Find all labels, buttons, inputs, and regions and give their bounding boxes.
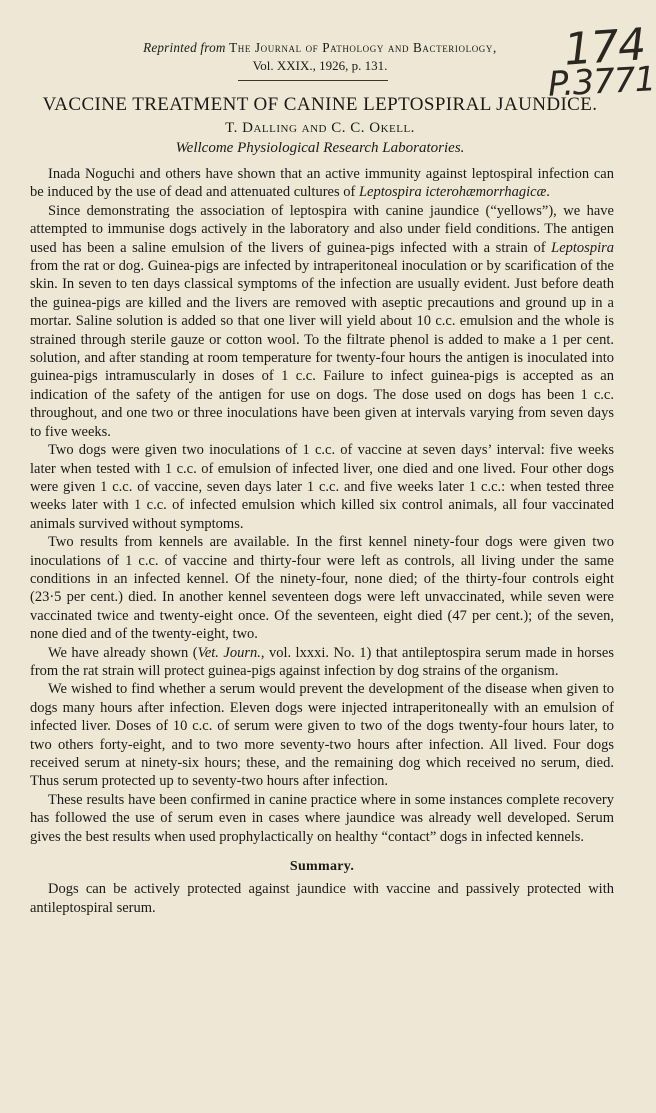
journal-name: The Journal of Pathology and Bacteriology,	[229, 40, 497, 55]
header-rule	[238, 80, 388, 81]
article-body	[30, 165, 614, 917]
volume-info: Vol. XXIX., 1926, p. 131.	[252, 58, 388, 73]
article-title: VACCINE TREATMENT OF CANINE LEPTOSPIRAL JAUNDICE.	[42, 94, 598, 115]
paragraph: These results have been confirmed in canine practice where in some instances complete recovery has followed the use of serum even in cases where jaundice was already well developed. Serum gives the best results when used prophylactically on healthy “contact” dogs in infected kennels.	[30, 791, 614, 845]
paragraph: We have already shown (Vet. Journ., vol. lxxxi. No. 1) that antileptospira serum made in horses from the rat strain will protect guinea-pigs against infection by dog strains of the organism.	[30, 644, 614, 679]
reprint-line	[0, 40, 640, 56]
summary-text: Dogs can be actively protected against jaundice with vaccine and passively protected with antileptospiral serum.	[30, 881, 614, 916]
paragraph: Inada Noguchi and others have shown that an active immunity against leptospiral infection can be induced by the use of dead and attenuated cultures of Leptospira icterohæmorrhagicæ.	[30, 166, 614, 201]
reprinted-from-label: Reprinted from	[143, 40, 226, 55]
paragraph: Two dogs were given two inoculations of 1 c.c. of vaccine at seven days’ interval: five weeks later when tested with 1 c.c. of emulsion of infected liver, one died and one lived. Four other dogs were given 1 c.c. of vaccine, seven days later 1 c.c. and five weeks later 1 c.c.: when tested three weeks later with 1 c.c. of infected emulsion which killed six control animals, all four vaccinated animals survived without symptoms.	[30, 442, 614, 532]
paragraph: We wished to find whether a serum would prevent the development of the disease when given to dogs many hours after infection. Eleven dogs were injected intraperitoneally with an emulsion of infected liver. Doses of 10 c.c. of serum were given to two of the dogs twenty-four hours later, to two others forty-eight, and to two more seventy-two hours after infection. All lived. Four dogs received serum at ninety-six hours; these, and the remaining dog which received no serum, died. Thus serum protected up to seventy-two hours after infection.	[30, 681, 614, 790]
handwritten-code: P.3771	[547, 59, 656, 105]
paragraph: Since demonstrating the association of leptospira with canine jaundice (“yellows”), we have attempted to immunise dogs actively in the laboratory and also under field conditions. The antigen used has been a saline emulsion of the livers of guinea-pigs infected with a strain of Leptospira from the rat or dog. Guinea-pigs are infected by intraperitoneal inoculation or by scarification of the skin. In seven to ten days classical symptoms of the infection are usually evident. Just before death the guinea-pigs are killed and the livers are removed with aseptic precautions and ground up in a mortar. Saline solution is added so that one liver will yield about 10 c.c. emulsion and the whole is strained through sterile gauze or cotton wool. To the filtrate phenol is added to make a 1 per cent. solution, and after standing at room temperature for twenty-four hours the antigen is inoculated into guinea-pigs intramuscularly in doses of 1 c.c. Failure to infect guinea-pigs is accepted as an indication of the safety of the antigen for use on dogs. The dose used on dogs has been 1 c.c. throughout, and one two or three inoculations have been given at intervals varying from seven days to five weeks.	[30, 202, 614, 440]
paragraph: Two results from kennels are available. In the first kennel ninety-four dogs were given two inoculations of 1 c.c. of vaccine and thirty-four were left as controls, all living under the same conditions in an infected kennel. Of the ninety-four, none died; of the thirty-four controls eight (23·5 per cent.) died. In another kennel seventeen dogs were left unvaccinated, while seven were vaccinated twice and twenty-eight once. Of the seventeen, eight died (47 per cent.); of the seven, none died and of the twenty-eight, two.	[30, 534, 614, 643]
handwritten-number: 174	[562, 19, 647, 76]
article-authors: T. Dalling and C. C. Okell.	[225, 120, 415, 136]
article-affiliation: Wellcome Physiological Research Laboratories.	[175, 140, 465, 156]
summary-heading: Summary.	[289, 859, 355, 875]
